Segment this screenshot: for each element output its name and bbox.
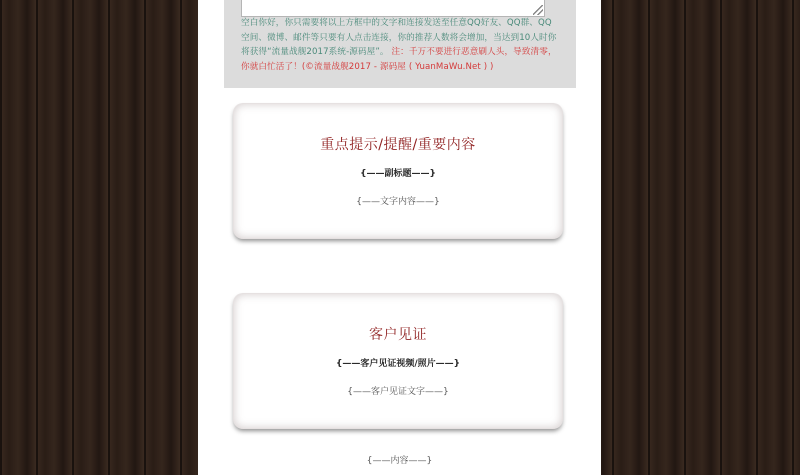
content-placeholder: {——内容——} [366, 456, 433, 466]
testimonial-card [234, 294, 562, 428]
share-notice-instructions: 空白你好，你只需要将以上方框中的文字和连接发送至任意QQ好友、QQ群、QQ空间、微博、邮件等只要有人点击连接，你的推荐人数将会增加，当达到10人时你将获得“流量战舰2017系统-源码屋”。 [241, 18, 557, 57]
share-notice-text [241, 16, 559, 74]
card-title: 重点提示/提醒/重要内容 [320, 137, 476, 153]
card-body-text: {——文字内容——} [356, 197, 440, 207]
card-subtitle: {——副标题——} [360, 169, 436, 179]
share-notice-warning: 注：千万不要进行恶意刷人头，导致清零，你就白忙活了！(©流量战舰2017 - 源码屋 ( YuanMaWu.Net ) ) [241, 47, 557, 72]
textarea-resize-grip-icon[interactable] [533, 5, 543, 15]
card-subtitle: {——客户见证视频/照片——} [335, 359, 461, 369]
share-link-textarea[interactable] [241, 0, 545, 17]
card-body-text: {——客户见证文字——} [347, 387, 449, 397]
highlight-card [234, 104, 562, 238]
card-title: 客户见证 [369, 327, 427, 343]
